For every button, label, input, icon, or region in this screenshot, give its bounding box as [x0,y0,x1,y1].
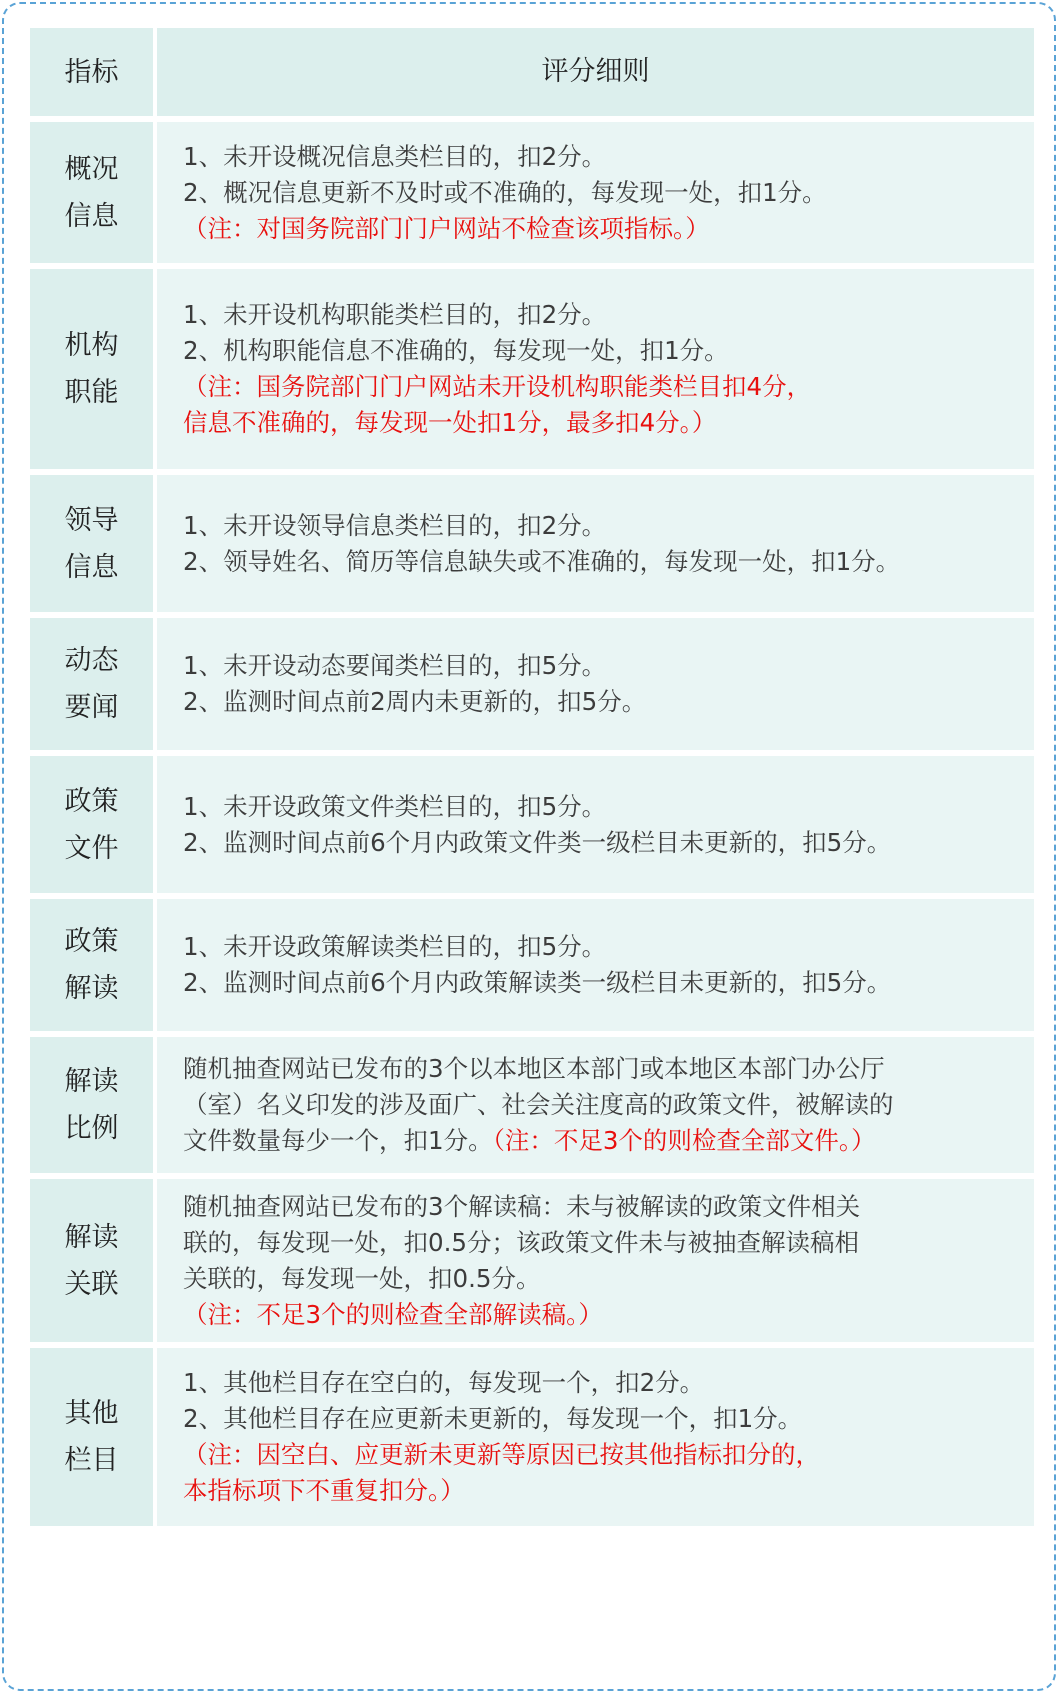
rule-line: 2、领导姓名、简历等信息缺失或不准确的，每发现一处，扣1分。 [183,546,901,576]
table-row [30,475,1034,612]
rule-line: （室）名义印发的涉及面广、社会关注度高的政策文件，被解读的 [183,1090,894,1119]
rule-line: 2、机构职能信息不准确的，每发现一处，扣1分。 [183,336,729,365]
indicator-cell [30,1348,153,1526]
rules-cell [157,269,1034,469]
header-rules-text: 评分细则 [541,56,650,87]
indicator-label-line: 其他 [64,1398,119,1429]
indicator-label-line: 政策 [64,785,119,817]
indicator-label-line: 解读 [64,1221,119,1253]
indicator-cell [30,1179,153,1342]
indicator-cell [30,269,153,469]
indicator-label-line: 信息 [64,200,119,232]
rule-line [183,1123,1026,1159]
indicator-label-line: 动态 [64,645,119,676]
indicator-label-line: 栏目 [64,1445,119,1476]
table-row [30,899,1034,1031]
rules-cell [157,756,1034,893]
rule-line: 2、其他栏目存在应更新未更新的，每发现一个，扣1分。 [183,1404,803,1433]
rule-line: 随机抽查网站已发布的3个解读稿：未与被解读的政策文件相关 [183,1191,861,1221]
indicator-label-line: 解读 [64,1066,119,1097]
indicator-label-line: 机构 [64,330,119,361]
table-row [30,618,1034,750]
table-header-row [30,28,1034,116]
indicator-label-line: 政策 [64,926,119,957]
indicator-cell [30,618,153,750]
indicator-label-line: 信息 [64,551,119,583]
indicator-cell [30,122,153,263]
rule-line: 2、监测时间点前6个月内政策文件类一级栏目未更新的，扣5分。 [183,827,892,857]
rule-note: 信息不准确的，每发现一处扣1分，最多扣4分。） [183,408,717,437]
indicator-label-line: 文件 [64,832,119,864]
rule-note: 本指标项下不重复扣分。） [183,1476,465,1505]
indicator-cell [30,756,153,893]
rule-line: 1、未开设政策解读类栏目的，扣5分。 [183,932,607,961]
rule-line: 1、其他栏目存在空白的，每发现一个，扣2分。 [183,1368,705,1397]
rule-line: 随机抽查网站已发布的3个以本地区本部门或本地区本部门办公厅 [183,1054,885,1083]
indicator-label-line: 解读 [64,973,119,1004]
rules-cell [157,618,1034,750]
rule-line: 2、概况信息更新不及时或不准确的，每发现一处，扣1分。 [183,177,827,207]
rule-line: 1、未开设政策文件类栏目的，扣5分。 [183,791,607,821]
indicator-label-line: 关联 [64,1268,119,1300]
rule-line: 关联的，每发现一处，扣0.5分。 [183,1263,541,1293]
rules-cell [157,899,1034,1031]
rules-cell [157,1348,1034,1526]
header-indicator [30,28,153,116]
rule-note: （注：国务院部门门户网站未开设机构职能类栏目扣4分， [183,372,812,401]
rule-note: （注：不足3个的则检查全部解读稿。） [183,1299,603,1329]
rule-note: （注：因空白、应更新未更新等原因已按其他指标扣分的， [183,1440,820,1469]
header-rules [157,28,1034,116]
rule-line: 1、未开设动态要闻类栏目的，扣5分。 [183,651,607,680]
header-indicator-text: 指标 [64,56,119,88]
indicator-cell [30,1037,153,1173]
rule-note: （注：对国务院部门门户网站不检查该项指标。） [183,213,710,243]
indicator-label-line: 领导 [64,504,119,536]
indicator-cell [30,475,153,612]
rule-note: （注：不足3个的则检查全部文件。） [492,1126,876,1155]
table-row [30,756,1034,893]
rule-line: 1、未开设领导信息类栏目的，扣2分。 [183,510,607,540]
indicator-cell [30,899,153,1031]
rule-line: 2、监测时间点前2周内未更新的，扣5分。 [183,687,647,716]
rule-line: 1、未开设机构职能类栏目的，扣2分。 [183,300,607,329]
rules-cell [157,1179,1034,1342]
rules-cell [157,475,1034,612]
table-row [30,269,1034,469]
scoring-table [30,28,1034,1526]
rules-cell [157,122,1034,263]
indicator-label-line: 概况 [64,153,119,185]
indicator-label-line: 比例 [64,1113,119,1144]
table-row [30,122,1034,263]
table-row [30,1037,1034,1173]
rules-cell [157,1037,1034,1173]
rule-line-text: 文件数量每少一个，扣1分。 [183,1126,493,1155]
table-row [30,1348,1034,1526]
rule-line: 联的，每发现一处，扣0.5分；该政策文件未与被抽查解读稿相 [183,1227,859,1257]
rule-line: 2、监测时间点前6个月内政策解读类一级栏目未更新的，扣5分。 [183,968,892,997]
rule-line: 1、未开设概况信息类栏目的，扣2分。 [183,141,607,171]
table-row [30,1179,1034,1342]
indicator-label-line: 职能 [64,377,119,408]
indicator-label-line: 要闻 [64,692,119,723]
